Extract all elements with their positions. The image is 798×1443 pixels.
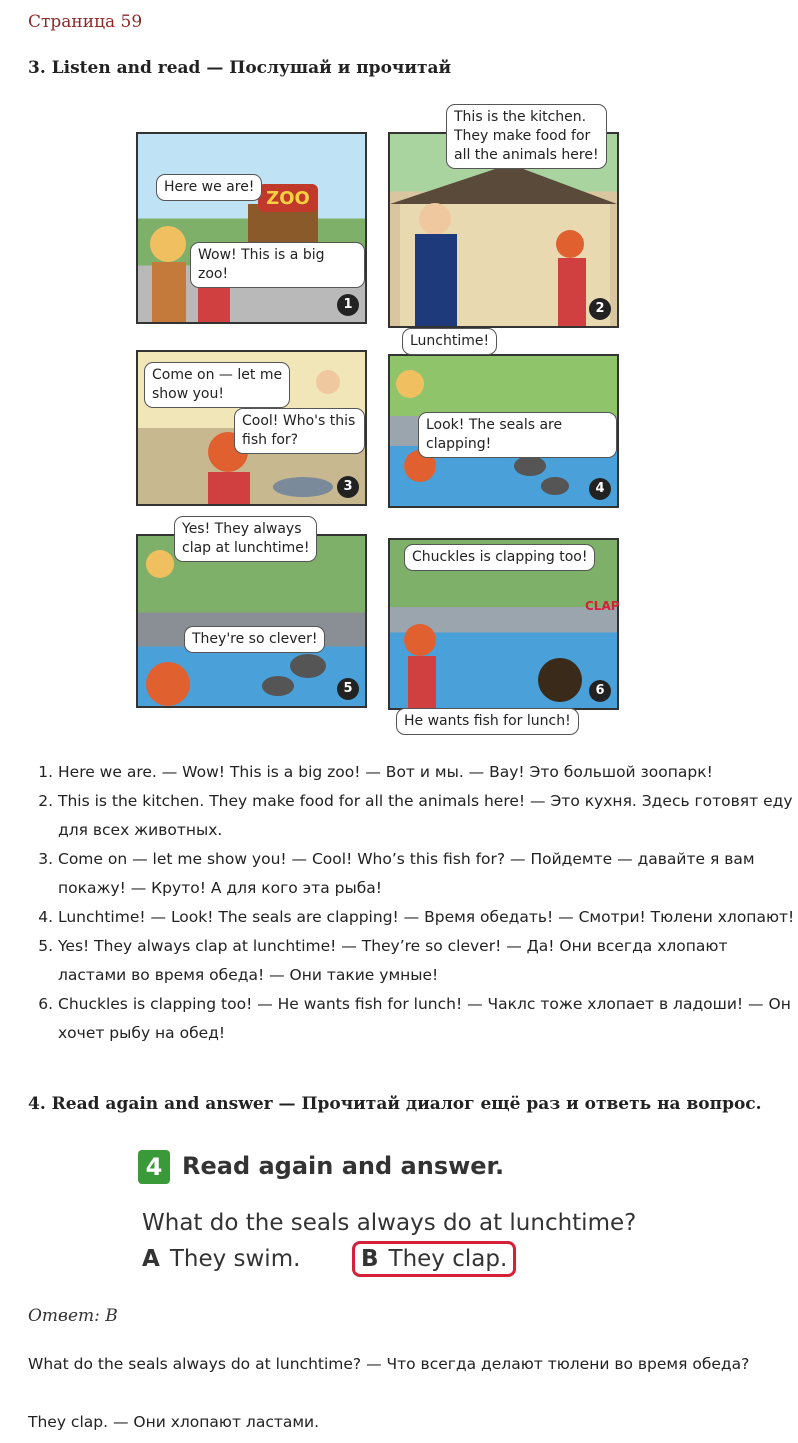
option-b-text: They clap. <box>388 1246 508 1272</box>
panel-number: 6 <box>589 680 611 702</box>
speech-bubble: Wow! This is a big zoo! <box>190 242 365 288</box>
task-number-badge: 4 <box>138 1150 170 1184</box>
panel-number: 5 <box>337 678 359 700</box>
answer-line: Ответ: B <box>28 1306 118 1326</box>
list-item: 6. Chuckles is clapping too! — He wants fish for lunch! — Чаклс тоже хлопает в ладоши! — Он хочет рыбу на обед! <box>58 990 798 1048</box>
comic-panel-5 <box>136 521 367 708</box>
comic-panel-6 <box>388 538 619 710</box>
comic-strip <box>136 100 621 740</box>
list-item: 1. Here we are. — Wow! This is a big zoo! — Вот и мы. — Вау! Это большой зоопарк! <box>58 758 798 787</box>
list-item: 5. Yes! They always clap at lunchtime! — They’re so clever! — Да! Они всегда хлопают ластами во время обеда! — Они такие умные! <box>58 932 798 990</box>
speech-bubble: Come on — let me show you! <box>144 362 290 408</box>
comic-panel-1 <box>136 132 367 324</box>
list-item: 3. Come on — let me show you! — Cool! Who’s this fish for? — Пойдемте — давайте я вам покажу! — Круто! А для кого эта рыба! <box>58 845 798 903</box>
option-b-highlighted <box>352 1241 516 1277</box>
comic-panel-4 <box>388 333 619 508</box>
speech-bubble: He wants fish for lunch! <box>396 708 579 735</box>
task-title: Read again and answer. <box>182 1152 505 1180</box>
panel-number: 3 <box>337 476 359 498</box>
clap-sound-text: CLAP <box>585 599 620 613</box>
task-question: What do the seals always do at lunchtime? <box>142 1210 637 1236</box>
list-item: 4. Lunchtime! — Look! The seals are clapping! — Время обедать! — Смотри! Тюлени хлопают! <box>58 903 798 932</box>
speech-bubble: Lunchtime! <box>402 328 497 355</box>
panel-number: 4 <box>589 478 611 500</box>
panel-number: 1 <box>337 294 359 316</box>
comic-panel-3 <box>136 350 367 506</box>
option-a-label: A <box>142 1246 160 1272</box>
speech-bubble: Yes! They always clap at lunchtime! <box>174 516 317 562</box>
translation-list <box>28 758 798 1048</box>
option-a-text: They swim. <box>169 1246 301 1272</box>
list-item: 2. This is the kitchen. They make food for all the animals here! — Это кухня. Здесь готовят еду для всех животных. <box>58 787 798 845</box>
speech-bubble: Look! The seals are clapping! <box>418 412 617 458</box>
speech-bubble: Chuckles is clapping too! <box>404 544 595 571</box>
speech-bubble: They're so clever! <box>184 626 325 653</box>
explanation-answer: They clap. — Они хлопают ластами. <box>28 1413 320 1431</box>
section-3-title: 3. Listen and read — Послушай и прочитай <box>28 58 452 78</box>
panel-number: 2 <box>589 298 611 320</box>
zoo-sign-text: ZOO <box>266 188 310 209</box>
explanation-question: What do the seals always do at lunchtime? — Что всегда делают тюлени во время обеда? <box>28 1355 750 1373</box>
section-4-title: 4. Read again and answer — Прочитай диалог ещё раз и ответь на вопрос. <box>28 1094 762 1114</box>
speech-bubble: This is the kitchen. They make food for all the animals here! <box>446 104 607 169</box>
option-b-label: B <box>361 1246 379 1272</box>
option-a <box>142 1246 300 1272</box>
page-label: Страница 59 <box>28 12 143 32</box>
zoo-entrance-illustration <box>138 134 365 322</box>
comic-panel-2 <box>388 109 619 328</box>
speech-bubble: Here we are! <box>156 174 262 201</box>
task-4-card <box>136 1140 656 1290</box>
speech-bubble: Cool! Who's this fish for? <box>234 408 365 454</box>
